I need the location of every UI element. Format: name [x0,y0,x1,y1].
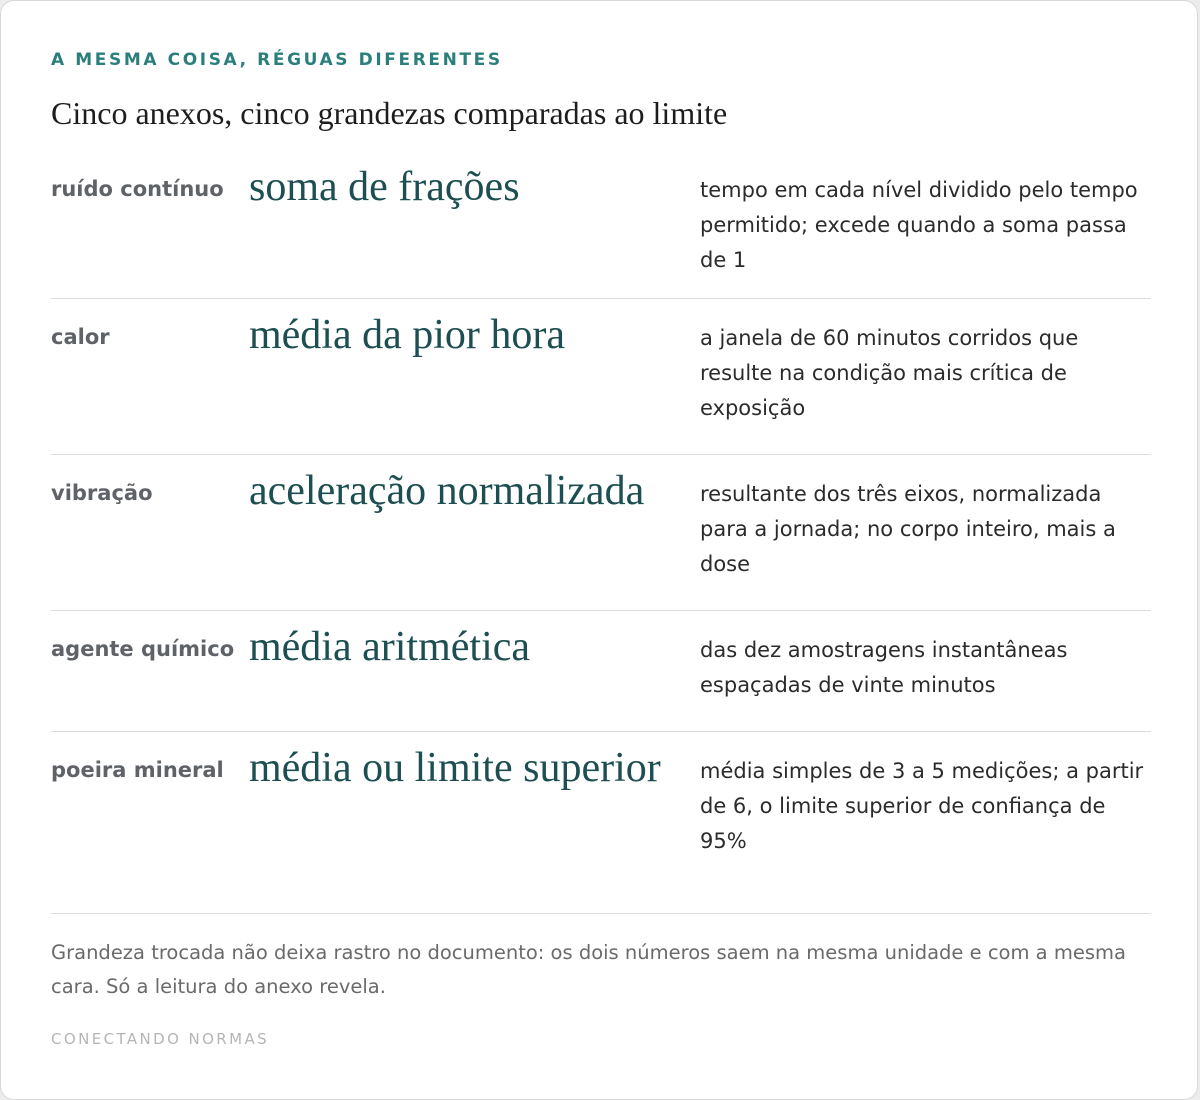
row-measure: soma de frações [249,164,520,210]
row-label: ruído contínuo [51,177,224,201]
comparison-row-calor [51,299,1151,455]
comparison-row-poeira [51,732,1151,882]
row-measure: aceleração normalizada [249,468,645,514]
row-description: a janela de 60 minutos corridos que resulte na condição mais crítica de exposição [700,326,1079,420]
row-measure: média da pior hora [249,312,566,358]
comparison-list [51,151,1151,882]
eyebrow-label: A MESMA COISA, RÉGUAS DIFERENTES [51,50,503,70]
page-title: Cinco anexos, cinco grandezas comparadas ao limite [51,95,728,131]
source-credit: CONECTANDO NORMAS [51,1030,270,1048]
row-description: média simples de 3 a 5 medições; a partir de 6, o limite superior de confiança de 95% [700,759,1144,853]
row-label: poeira mineral [51,758,224,782]
row-description: resultante dos três eixos, normalizada para a jornada; no corpo inteiro, mais a dose [700,482,1116,576]
row-measure: média ou limite superior [249,745,661,791]
row-measure: média aritmética [249,624,531,670]
row-label: calor [51,325,110,349]
footnote-text: Grandeza trocada não deixa rastro no documento: os dois números saem na mesma unidade e com a mesma cara. Só a leitura do anexo revela. [51,941,1126,998]
row-label: agente químico [51,637,235,661]
comparison-row-vibracao [51,455,1151,611]
row-description: das dez amostragens instantâneas espaçadas de vinte minutos [700,638,1068,697]
footer-divider [51,913,1151,914]
row-description: tempo em cada nível dividido pelo tempo permitido; excede quando a soma passa de 1 [700,178,1138,272]
comparison-row-ruido [51,151,1151,299]
row-label: vibração [51,481,153,505]
comparison-row-quimico [51,611,1151,732]
